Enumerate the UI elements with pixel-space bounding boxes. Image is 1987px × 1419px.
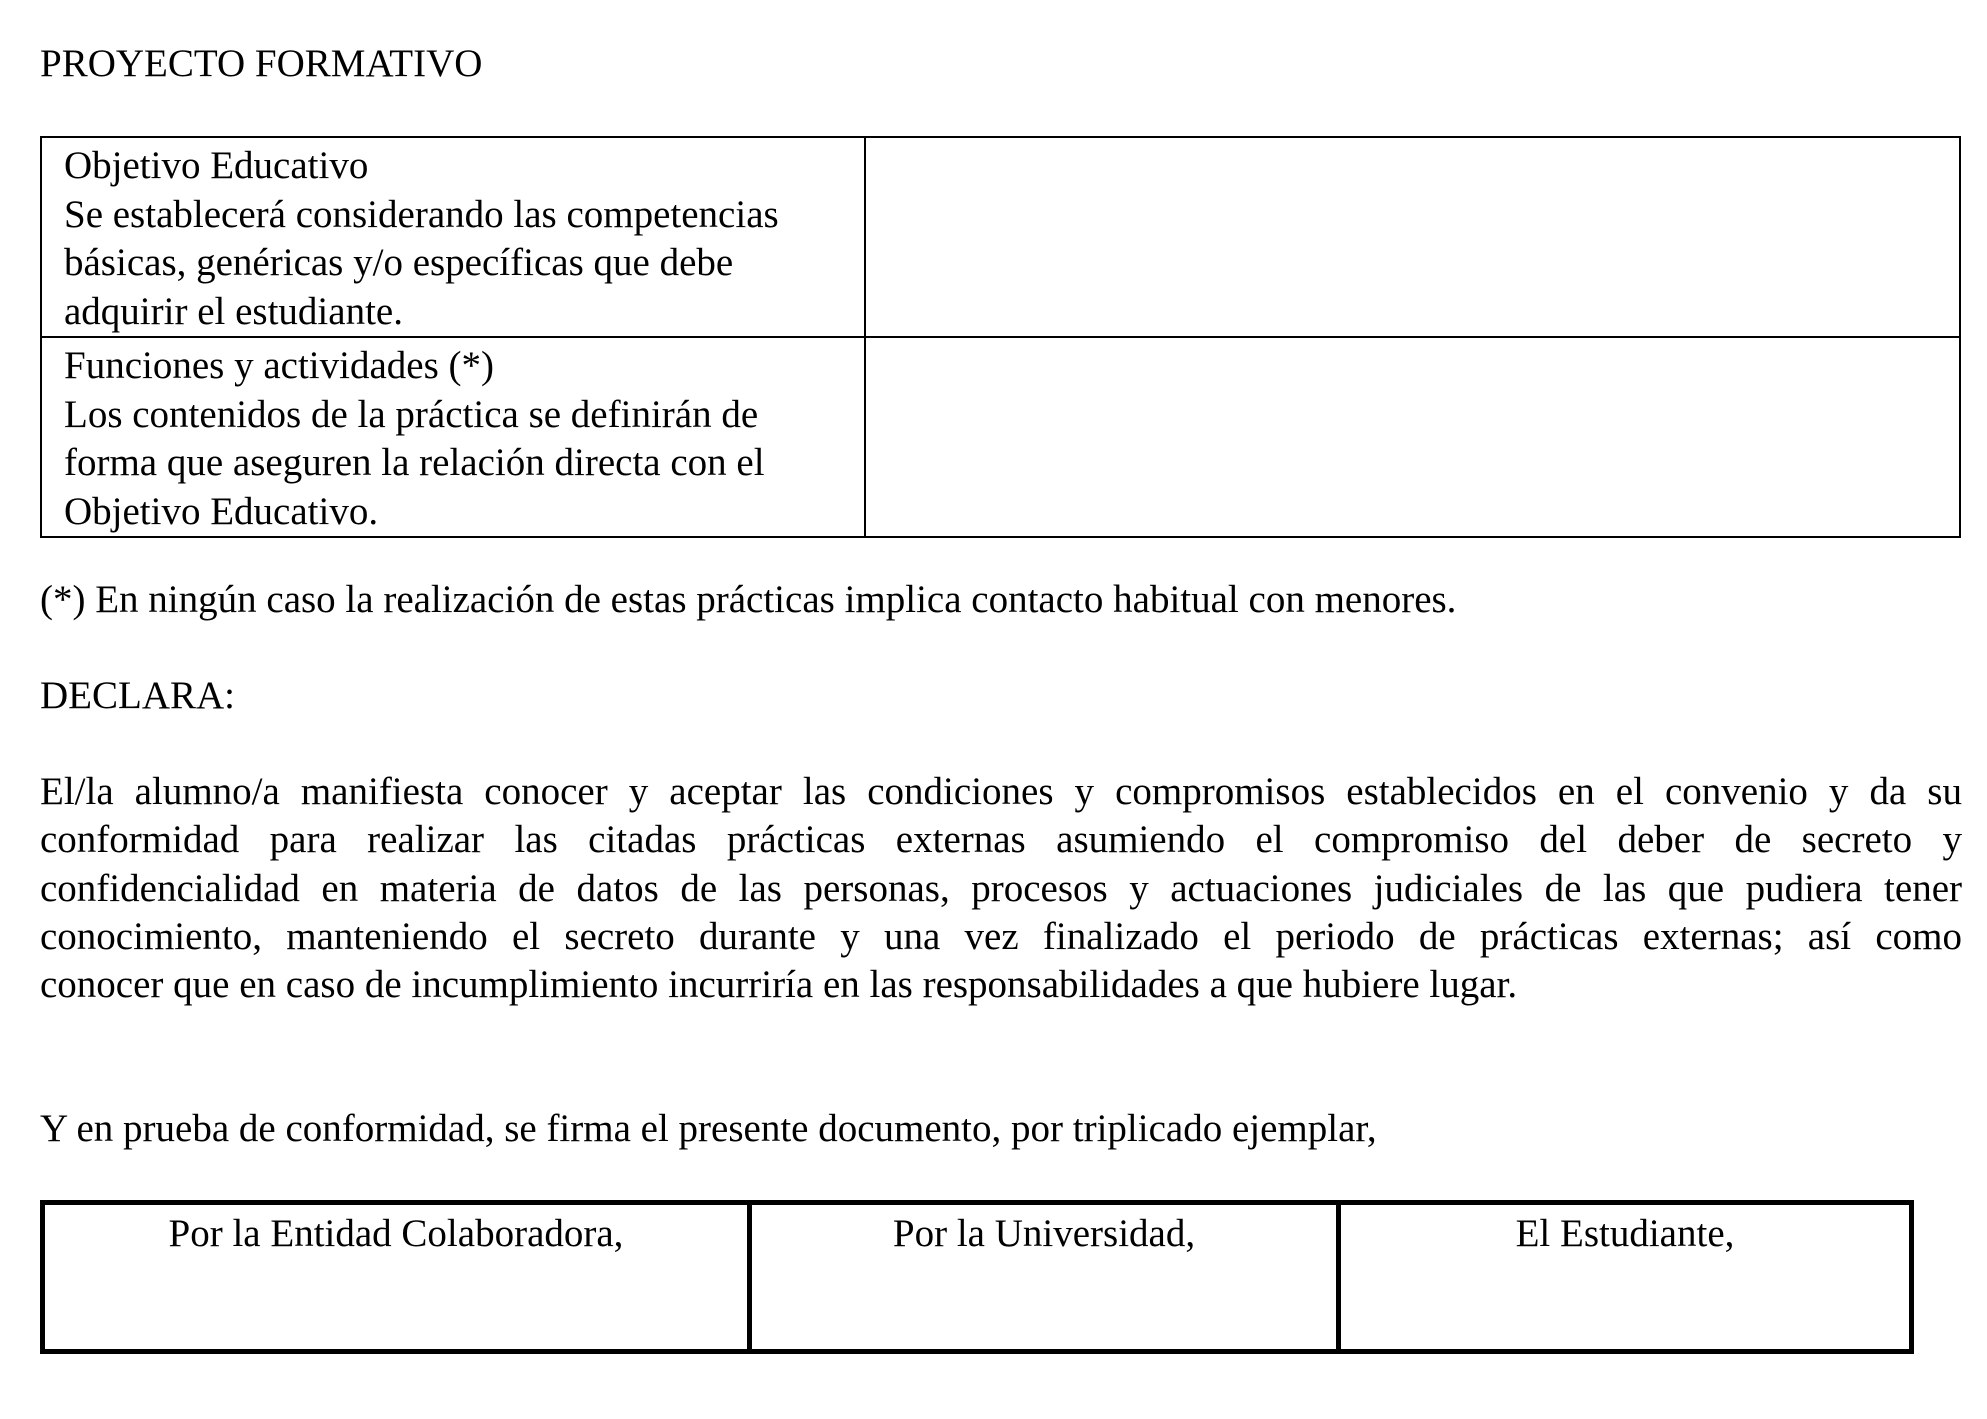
objectives-table [40,136,1961,538]
table-row [41,137,1960,337]
funciones-actividades-heading: Funciones y actividades (*) [64,344,494,387]
paragraph-line: conformidad para realizar las citadas prácticas externas asumiendo el compromiso del deber de secreto y [40,818,1962,862]
document-title: PROYECTO FORMATIVO [40,42,483,85]
table-row [41,337,1960,537]
paragraph-line: confidencialidad en materia de datos de las personas, procesos y actuaciones judiciales de las que pudiera tener [40,866,1962,910]
declara-heading: DECLARA: [40,674,235,717]
signature-universidad[interactable]: Por la Universidad, [750,1203,1339,1352]
footnote: (*) En ningún caso la realización de estas prácticas implica contacto habitual con menores. [40,578,1457,621]
closing-statement: Y en prueba de conformidad, se firma el presente documento, por triplicado ejemplar, [40,1107,1377,1150]
funciones-actividades-value-cell[interactable] [865,337,1960,537]
objetivo-educativo-label-cell [41,137,865,337]
table-row [43,1203,1912,1352]
objetivo-educativo-value-cell[interactable] [865,137,1960,337]
paragraph-line: conocer que en caso de incumplimiento incurriría en las responsabilidades a que hubiere lugar. [40,963,1518,1007]
signature-estudiante[interactable]: El Estudiante, [1339,1203,1912,1352]
funciones-actividades-label-cell [41,337,865,537]
funciones-actividades-description-line: Objetivo Educativo. [64,489,379,533]
objetivo-educativo-description-line: adquirir el estudiante. [64,289,403,333]
funciones-actividades-description-line: forma que aseguren la relación directa con el [64,441,765,484]
funciones-actividades-description-line: Los contenidos de la práctica se definirán de [64,392,759,436]
declara-paragraph [40,768,1962,1009]
paragraph-line: conocimiento, manteniendo el secreto durante y una vez finalizado el periodo de prácticas externas; así como [40,914,1962,958]
objetivo-educativo-description-line: Se establecerá considerando las competencias [64,192,779,236]
signatures-table [40,1200,1914,1354]
paragraph-line: El/la alumno/a manifiesta conocer y aceptar las condiciones y compromisos establecidos en el convenio y da su [40,770,1962,813]
objetivo-educativo-description-line: básicas, genéricas y/o específicas que debe [64,241,734,284]
signature-entidad-colaboradora[interactable]: Por la Entidad Colaboradora, [43,1203,750,1352]
objetivo-educativo-heading: Objetivo Educativo [64,144,369,187]
